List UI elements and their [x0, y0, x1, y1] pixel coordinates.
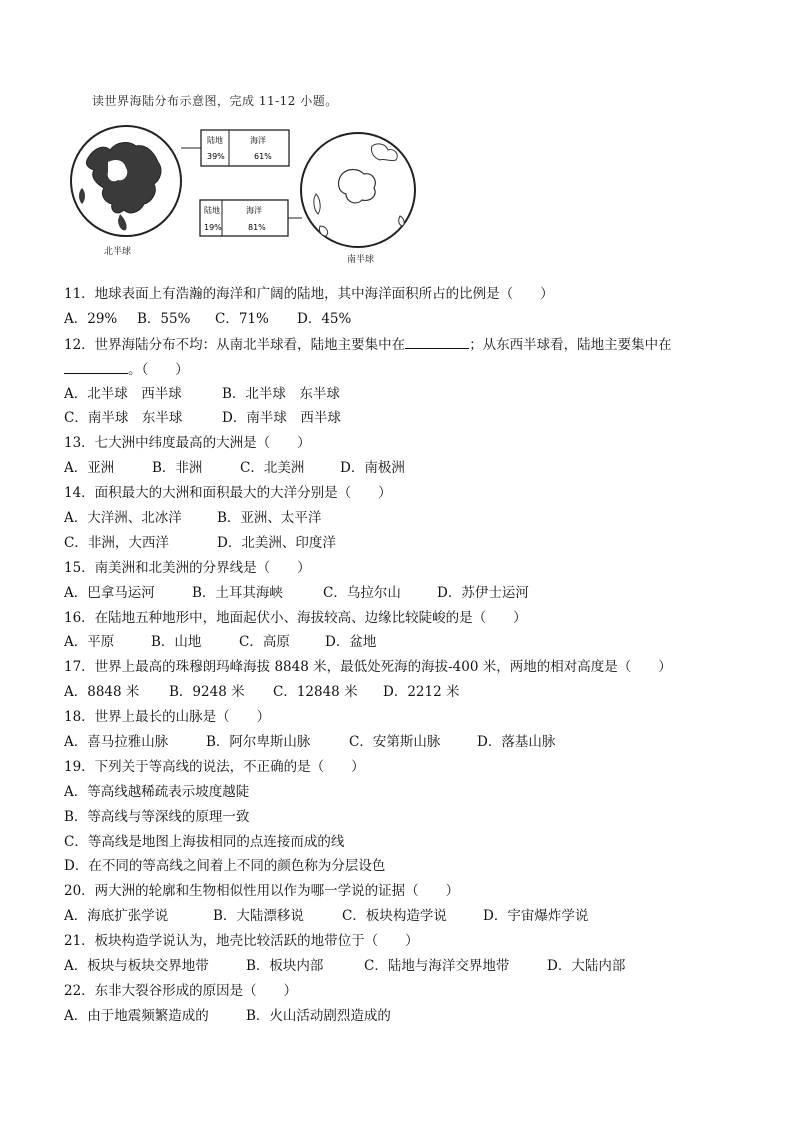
q18-option-d[interactable]: D．落基山脉 — [477, 734, 556, 751]
northern-hemisphere-globe — [71, 126, 181, 257]
q21-option-a[interactable]: A．板块与板块交界地带 — [64, 958, 209, 975]
q17-option-a[interactable]: A．8848 米 — [64, 684, 140, 701]
q14-options-row2 — [64, 531, 744, 556]
q12-options-row2 — [64, 406, 744, 431]
q14-options-row1 — [64, 506, 744, 531]
q12-option-d[interactable]: D．南半球 西半球 — [222, 410, 341, 427]
north-hemisphere-label: 北半球 — [104, 247, 132, 257]
q15-options — [64, 581, 744, 606]
q16-option-c[interactable]: C．高原 — [239, 634, 290, 651]
q21-option-d[interactable]: D．大陆内部 — [547, 958, 626, 975]
north-land-ocean-table — [181, 130, 289, 166]
q11-option-a[interactable]: A．29% — [64, 310, 118, 327]
q18-option-a[interactable]: A．喜马拉雅山脉 — [64, 734, 169, 751]
q19-option-c[interactable]: C．等高线是地图上海拔相同的点连接而成的线 — [64, 833, 345, 850]
q11-stem: 11．地球表面上有浩瀚的海洋和广阔的陆地，其中海洋面积所占的比例是（ ） — [64, 286, 554, 302]
question-list — [64, 282, 744, 1029]
q12-option-c[interactable]: C．南半球 东半球 — [64, 410, 183, 427]
q19-option-a[interactable]: A．等高线越稀疏表示坡度越陡 — [64, 783, 250, 800]
q18-options — [64, 730, 744, 755]
q12-stem-part2: ；从东西半球看，陆地主要集中在 — [469, 336, 672, 353]
q14-option-b[interactable]: B．亚洲、太平洋 — [217, 510, 322, 527]
q18-option-b[interactable]: B．阿尔卑斯山脉 — [206, 734, 311, 751]
q17-options — [64, 680, 744, 705]
q11-option-b[interactable]: B．55% — [137, 310, 191, 327]
north-ocean-label: 海洋 — [250, 136, 266, 145]
q21-stem: 21．板块构造学说认为，地壳比较活跃的地带位于（ ） — [64, 933, 419, 950]
north-ocean-value: 61% — [254, 152, 272, 161]
q14-option-a[interactable]: A．大洋洲、北冰洋 — [64, 510, 182, 527]
q12-option-a[interactable]: A．北半球 西半球 — [64, 385, 182, 402]
q20-options — [64, 904, 744, 929]
north-land-value: 39% — [207, 152, 225, 161]
q15-option-a[interactable]: A．巴拿马运河 — [64, 584, 155, 601]
q16-stem: 16．在陆地五种地形中，地面起伏小、海拔较高、边缘比较陡峻的是（ ） — [64, 609, 527, 626]
q16-option-a[interactable]: A．平原 — [64, 634, 115, 651]
q15-option-c[interactable]: C．乌拉尔山 — [323, 584, 401, 601]
q15-option-b[interactable]: B．土耳其海峡 — [192, 584, 283, 601]
q17-option-b[interactable]: B．9248 米 — [169, 684, 245, 701]
q21-option-c[interactable]: C．陆地与海洋交界地带 — [364, 958, 510, 975]
q19-stem: 19．下列关于等高线的说法，不正确的是（ ） — [64, 758, 365, 775]
q14-option-d[interactable]: D．北美洲、印度洋 — [217, 534, 336, 551]
q20-option-a[interactable]: A．海底扩张学说 — [64, 908, 169, 925]
q18-option-c[interactable]: C．安第斯山脉 — [349, 734, 441, 751]
q22-stem: 22．东非大裂谷形成的原因是（ ） — [64, 982, 298, 999]
q21-options — [64, 954, 744, 979]
q14-option-c[interactable]: C．非洲，大西洋 — [64, 534, 169, 551]
q17-option-d[interactable]: D．2212 米 — [383, 684, 460, 701]
south-ocean-value: 81% — [248, 223, 266, 232]
south-hemisphere-label: 南半球 — [347, 255, 375, 265]
south-land-label: 陆地 — [204, 206, 220, 215]
q16-options — [64, 630, 744, 655]
q12-stem-line2 — [64, 357, 744, 382]
q13-option-b[interactable]: B．非洲 — [152, 460, 203, 477]
south-land-value: 19% — [204, 223, 222, 232]
q12-blank-1 — [405, 332, 469, 349]
q19-option-b[interactable]: B．等高线与等深线的原理一致 — [64, 808, 250, 825]
q18-stem: 18．世界上最长的山脉是（ ） — [64, 709, 271, 726]
q11-options — [64, 307, 744, 332]
q22-option-a[interactable]: A．由于地震频繁造成的 — [64, 1007, 209, 1024]
q12-options-row1 — [64, 382, 744, 407]
q11-option-c[interactable]: C．71% — [215, 310, 269, 327]
q13-stem: 13．七大洲中纬度最高的大洲是（ ） — [64, 435, 311, 452]
q16-option-d[interactable]: D．盆地 — [325, 634, 377, 651]
q12-stem-part1: 12．世界海陆分布不均：从南北半球看，陆地主要集中在 — [64, 336, 406, 353]
south-land-ocean-table — [200, 200, 302, 236]
q12-stem-line1 — [64, 332, 744, 357]
southern-hemisphere-globe — [301, 133, 415, 265]
figure-intro: 读世界海陆分布示意图，完成 11-12 小题。 — [92, 94, 338, 108]
south-ocean-label: 海洋 — [246, 206, 262, 215]
q12-option-b[interactable]: B．北半球 东半球 — [222, 385, 340, 402]
north-land-label: 陆地 — [207, 136, 223, 145]
q17-option-c[interactable]: C．12848 米 — [273, 684, 358, 701]
q15-stem: 15．南美洲和北美洲的分界线是（ ） — [64, 559, 311, 576]
q12-blank-2 — [64, 357, 128, 374]
q20-stem: 20．两大洲的轮廓和生物相似性用以作为哪一学说的证据（ ） — [64, 883, 460, 900]
land-ocean-figure — [60, 118, 430, 268]
q14-stem: 14．面积最大的大洲和面积最大的大洋分别是（ ） — [64, 485, 392, 502]
q12-stem-part3: 。（ ） — [128, 361, 189, 378]
q13-options — [64, 456, 744, 481]
q20-option-d[interactable]: D．宇宙爆炸学说 — [483, 908, 589, 925]
q13-option-c[interactable]: C．北美洲 — [240, 460, 305, 477]
q13-option-a[interactable]: A．亚洲 — [64, 460, 115, 477]
q15-option-d[interactable]: D．苏伊士运河 — [437, 584, 529, 601]
q11-option-d[interactable]: D．45% — [297, 310, 352, 327]
q20-option-c[interactable]: C．板块构造学说 — [342, 908, 447, 925]
q19-option-d[interactable]: D．在不同的等高线之间着上不同的颜色称为分层设色 — [64, 858, 386, 875]
q20-option-b[interactable]: B．大陆漂移说 — [213, 908, 304, 925]
q17-stem: 17．世界上最高的珠穆朗玛峰海拔 8848 米，最低处死海的海拔-400 米，两地的相对高度是（ ） — [64, 659, 672, 676]
q16-option-b[interactable]: B．山地 — [151, 634, 202, 651]
q13-option-d[interactable]: D．南极洲 — [340, 460, 405, 477]
q22-option-b[interactable]: B．火山活动剧烈造成的 — [246, 1007, 391, 1024]
q22-options — [64, 1004, 744, 1029]
q21-option-b[interactable]: B．板块内部 — [246, 958, 324, 975]
